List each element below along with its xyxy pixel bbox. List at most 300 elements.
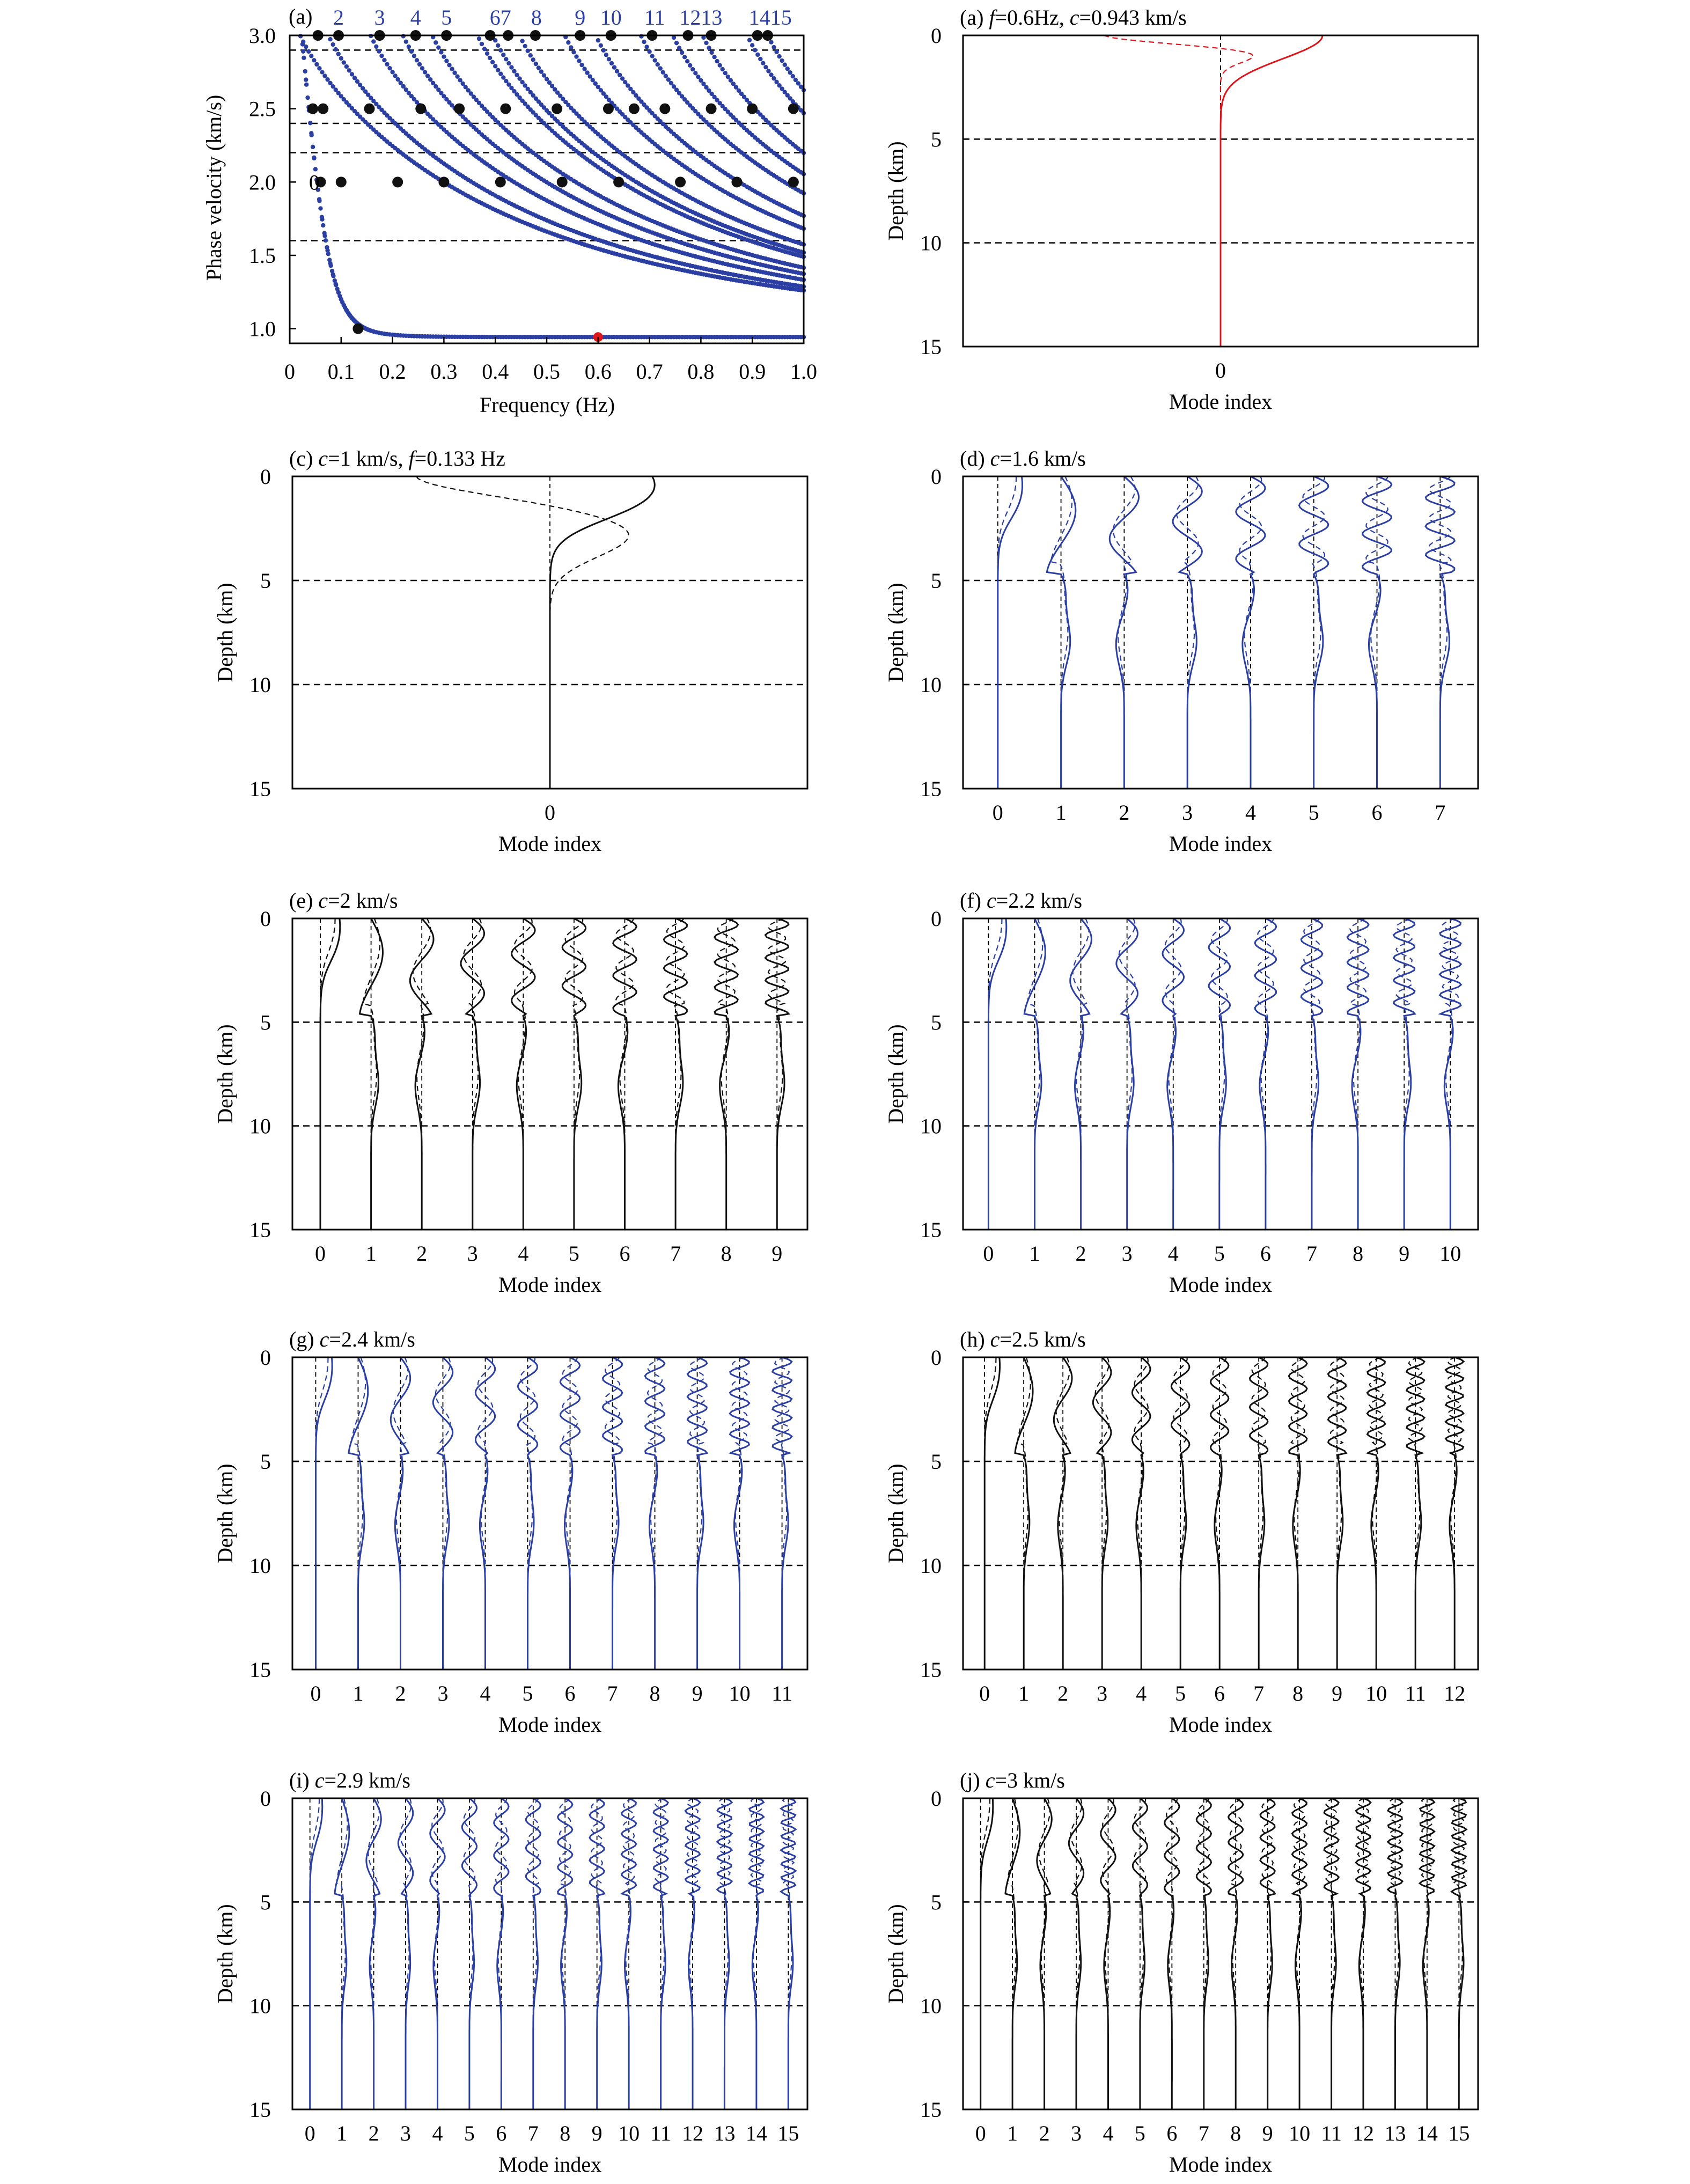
- panel-title: (a): [289, 4, 313, 28]
- dispersion-point: [325, 245, 329, 249]
- panel-title-part: c: [318, 446, 328, 470]
- mode-number-label: 9: [575, 5, 586, 30]
- dispersion-point: [301, 49, 305, 54]
- dispersion-point: [317, 66, 321, 70]
- highlight-point: [318, 104, 328, 114]
- dispersion-point: [696, 75, 700, 79]
- eigenfunction-vertical: [653, 1798, 668, 2109]
- dispersion-point: [350, 72, 354, 76]
- mode-number-label: 1213: [679, 5, 723, 30]
- mode-index-label: 0: [983, 1241, 994, 1266]
- mode-index-label: 0: [992, 800, 1003, 825]
- dispersion-point: [785, 67, 790, 71]
- x-axis-title: Mode index: [498, 1273, 602, 1297]
- mode-index-label: 8: [560, 2121, 571, 2145]
- mode-index-label: 9: [692, 1681, 703, 1705]
- mode-index-label: 11: [1405, 1681, 1426, 1705]
- dispersion-point: [501, 75, 505, 79]
- eigenfunction-vertical: [310, 1798, 322, 2109]
- x-axis-title: Mode index: [1169, 1273, 1273, 1297]
- highlight-point: [495, 177, 506, 187]
- y-tick-label: 5: [260, 1890, 271, 1915]
- dispersion-point: [493, 64, 497, 68]
- y-tick-label: 1.5: [249, 244, 276, 268]
- mode-index-label: 9: [591, 2121, 602, 2145]
- dispersion-point: [783, 63, 787, 67]
- dispersion-point: [504, 57, 508, 61]
- dispersion-point: [488, 56, 492, 60]
- highlight-point: [731, 177, 742, 187]
- dispersion-point: [545, 77, 549, 81]
- dispersion-point: [444, 58, 449, 63]
- dispersion-point: [682, 55, 687, 59]
- panel-title: [960, 446, 1086, 470]
- mode-index-label: 1: [1007, 2121, 1018, 2145]
- y-tick-label: 10: [249, 673, 271, 697]
- dispersion-point: [656, 62, 660, 67]
- eigenfunction-horizontal: [998, 476, 1016, 789]
- dispersion-point: [523, 44, 527, 48]
- panel-title-part: f: [408, 446, 415, 470]
- dispersion-point: [379, 54, 384, 58]
- dispersion-point: [498, 71, 503, 76]
- dispersion-point: [534, 62, 538, 66]
- mode-index-label: 5: [1214, 1241, 1225, 1266]
- y-tick-label: 5: [260, 1010, 271, 1035]
- dispersion-point: [509, 65, 513, 69]
- mode-index-label: 4: [1136, 1681, 1147, 1705]
- dispersion-point: [531, 57, 535, 62]
- dispersion-point: [306, 49, 311, 54]
- panel-title-part: =0.133 Hz: [414, 446, 505, 470]
- mode-index-label: 1: [336, 2121, 348, 2145]
- dispersion-point: [312, 58, 316, 62]
- mode-index-label: 15: [777, 2121, 799, 2145]
- x-axis-title: Mode index: [498, 832, 602, 856]
- dispersion-point: [723, 71, 728, 75]
- eigenfunction-vertical: [998, 476, 1023, 789]
- dispersion-point: [312, 156, 316, 160]
- panel-title-part: c: [986, 888, 996, 913]
- dispersion-point: [477, 36, 481, 41]
- dispersion-point: [317, 197, 321, 201]
- eigenfunction-horizontal: [981, 1798, 990, 2109]
- mode-index-label: 7: [1435, 800, 1446, 825]
- dispersion-point: [303, 69, 307, 73]
- panel-title-part: c: [985, 1768, 995, 1792]
- mode-index-label: 2: [1119, 800, 1130, 825]
- dispersion-point: [309, 54, 313, 58]
- y-axis-title: Depth (km): [884, 1464, 908, 1563]
- mode-index-label: 13: [1384, 2121, 1406, 2145]
- x-tick-label: 1.0: [790, 359, 817, 384]
- mode-index-label: 6: [1166, 2121, 1178, 2145]
- mode-number-label: 10: [600, 5, 622, 30]
- panel-title-part: =2.4 km/s: [329, 1327, 415, 1351]
- mode-index-label: 9: [1399, 1241, 1410, 1266]
- highlight-point: [603, 104, 614, 114]
- dispersion-point: [330, 269, 334, 273]
- eigenfunction-vertical: [316, 1357, 333, 1670]
- mode-index-label: 10: [1289, 2121, 1311, 2145]
- dispersion-point: [537, 65, 541, 70]
- highlight-point: [629, 104, 640, 114]
- mode-index-label: 7: [1306, 1241, 1318, 1266]
- dispersion-point: [761, 61, 765, 65]
- mode-index-label: 2: [395, 1681, 406, 1705]
- panel-title: [289, 446, 505, 470]
- y-tick-label: 5: [260, 1450, 271, 1474]
- highlight-point: [307, 104, 318, 114]
- dispersion-point: [677, 46, 681, 50]
- eigenfunction-vertical: [512, 918, 535, 1230]
- mode-index-label: 9: [1262, 2121, 1273, 2145]
- y-tick-label: 5: [931, 1450, 942, 1474]
- y-tick-label: 10: [249, 1114, 271, 1138]
- dispersion-point: [330, 42, 335, 47]
- mode-index-label: 10: [618, 2121, 640, 2145]
- y-tick-label: 5: [931, 127, 942, 152]
- y-tick-label: 0: [260, 907, 271, 931]
- dispersion-point: [712, 55, 716, 59]
- dispersion-point: [318, 206, 322, 210]
- eigenfunction-horizontal: [984, 1357, 996, 1670]
- dispersion-point: [515, 73, 519, 77]
- y-tick-label: 15: [920, 1658, 942, 1682]
- mode-index-label: 14: [745, 2121, 767, 2145]
- y-tick-label: 10: [920, 1554, 942, 1578]
- mode-index-label: 2: [1039, 2121, 1050, 2145]
- highlight-point: [747, 104, 758, 114]
- panel-title-part: (h): [960, 1327, 990, 1351]
- panel-title-part: =1 km/s,: [328, 446, 409, 470]
- dispersion-point: [582, 67, 586, 71]
- x-axis-title: Mode index: [1169, 832, 1273, 856]
- panel-title-part: c: [990, 1327, 1000, 1351]
- mode-index-label: 3: [467, 1241, 478, 1266]
- dispersion-point: [747, 38, 752, 42]
- dispersion-point: [321, 223, 325, 227]
- y-tick-label: 15: [249, 2098, 271, 2122]
- mode-index-label: 3: [1182, 800, 1193, 825]
- mode-index-label: 10: [1439, 1241, 1461, 1266]
- mode-number-label: 2: [333, 5, 344, 30]
- y-axis-title: Depth (km): [884, 583, 908, 682]
- dispersion-point: [571, 50, 576, 54]
- mode-index-label: 8: [1292, 1681, 1304, 1705]
- dispersion-point: [501, 53, 505, 57]
- mode-index-label: 7: [607, 1681, 618, 1705]
- panel-title-part: =2.2 km/s: [996, 888, 1083, 913]
- mode-index-label: 4: [432, 2121, 443, 2145]
- dispersion-point: [542, 73, 546, 77]
- y-axis-title: Depth (km): [884, 1904, 908, 2004]
- dispersion-point: [709, 50, 714, 55]
- eigenfunction-vertical: [1101, 1798, 1116, 2109]
- dispersion-point: [512, 69, 516, 73]
- mode-index-label: 6: [496, 2121, 507, 2145]
- dispersion-point: [601, 48, 606, 53]
- x-tick-label: 0.4: [482, 359, 509, 384]
- dispersion-point: [609, 61, 614, 65]
- dispersion-point: [333, 278, 337, 283]
- mode-index-label: 8: [1353, 1241, 1364, 1266]
- dispersion-point: [310, 133, 314, 137]
- y-tick-label: 0: [931, 24, 942, 48]
- dispersion-point: [415, 58, 419, 62]
- y-tick-label: 10: [920, 673, 942, 697]
- highlight-point: [706, 104, 717, 114]
- dispersion-point: [305, 95, 310, 100]
- mode-index-label: 9: [1332, 1681, 1343, 1705]
- highlight-point: [788, 177, 799, 187]
- dispersion-point: [688, 63, 692, 68]
- dispersion-point: [642, 40, 646, 44]
- dispersion-point: [385, 62, 389, 67]
- y-tick-label: 1.0: [249, 317, 276, 341]
- mode-index-label: 0: [979, 1681, 990, 1705]
- dispersion-point: [539, 69, 543, 73]
- dispersion-point: [707, 46, 711, 50]
- mode-index-label: 2: [368, 2121, 379, 2145]
- dispersion-point: [704, 41, 708, 45]
- dispersion-point: [417, 62, 422, 67]
- dispersion-point: [326, 252, 330, 256]
- panel-title: [289, 888, 398, 913]
- mode-number-label: 5: [441, 5, 452, 30]
- dispersion-point: [569, 45, 573, 49]
- mode-index-label: 5: [1134, 2121, 1145, 2145]
- dispersion-point: [644, 45, 649, 49]
- panel-title-part: (c): [289, 446, 319, 470]
- x-axis-title: Mode index: [1169, 389, 1273, 414]
- panel-title-part: =0.943 km/s: [1079, 5, 1187, 30]
- dispersion-point: [520, 39, 524, 43]
- dispersion-point: [311, 145, 315, 149]
- mode-index-label: 0: [975, 2121, 986, 2145]
- dispersion-point: [331, 274, 335, 278]
- dispersion-point: [390, 70, 394, 74]
- panel-title-part: (d): [960, 446, 990, 470]
- panel-title-part: =2.9 km/s: [324, 1768, 410, 1792]
- y-axis-title: Depth (km): [884, 141, 908, 241]
- mode-number-label: 67: [489, 5, 511, 30]
- eigenfunction-horizontal: [988, 918, 1002, 1230]
- dispersion-point: [498, 48, 503, 53]
- panel-title-part: (j): [960, 1768, 986, 1792]
- dispersion-point: [647, 49, 651, 54]
- x-tick-label: 0.8: [687, 359, 715, 384]
- dispersion-point: [680, 50, 684, 55]
- dispersion-point: [374, 45, 378, 49]
- mode-index-label: 11: [771, 1681, 792, 1705]
- dispersion-point: [517, 76, 521, 80]
- panel-title-part: =2 km/s: [328, 888, 398, 913]
- dispersion-point: [404, 40, 408, 44]
- dispersion-point: [755, 53, 760, 57]
- y-tick-label: 0: [931, 1345, 942, 1370]
- dispersion-point: [442, 54, 446, 58]
- dispersion-point: [314, 62, 319, 67]
- mode-index-label: 3: [1097, 1681, 1108, 1705]
- mode-index-label: 13: [714, 2121, 736, 2145]
- panel-title-part: (g): [289, 1327, 320, 1351]
- y-tick-label: 5: [260, 569, 271, 593]
- eigenfunction-horizontal: [1104, 35, 1253, 347]
- plot-frame: [292, 1357, 807, 1670]
- dispersion-point: [328, 37, 332, 41]
- x-axis-title: Mode index: [1169, 1712, 1273, 1737]
- dispersion-point: [328, 263, 333, 268]
- highlight-point: [438, 177, 449, 187]
- y-tick-label: 10: [249, 1994, 271, 2018]
- highlight-point: [454, 104, 465, 114]
- mode-index-label: 0: [545, 800, 555, 825]
- x-tick-label: 0.6: [584, 359, 612, 384]
- highlight-point: [557, 177, 568, 187]
- mode-index-label: 3: [1121, 1241, 1133, 1266]
- highlight-point: [659, 104, 670, 114]
- mode-number-label: 11: [644, 5, 665, 30]
- mode-index-label: 14: [1416, 2121, 1438, 2145]
- dispersion-point: [322, 73, 327, 78]
- x-tick-label: 0.2: [379, 359, 406, 384]
- dispersion-point: [382, 58, 386, 62]
- dispersion-point: [377, 49, 381, 53]
- dispersion-point: [750, 43, 754, 47]
- dispersion-point: [320, 215, 324, 219]
- mode-index-label: 7: [527, 2121, 539, 2145]
- dispersion-point: [409, 49, 414, 54]
- dispersion-point: [482, 47, 487, 51]
- mode-index-label: 5: [464, 2121, 475, 2145]
- dispersion-point: [771, 45, 776, 49]
- dispersion-point: [788, 70, 792, 75]
- dispersion-point: [664, 73, 668, 78]
- mode-number-label: 0: [308, 170, 320, 195]
- dispersion-point: [490, 60, 495, 64]
- mode-index-label: 1: [1029, 1241, 1040, 1266]
- dispersion-point: [717, 63, 722, 68]
- y-axis-title: Depth (km): [213, 1464, 237, 1563]
- panel-title-part: f: [989, 5, 995, 30]
- mode-index-label: 8: [649, 1681, 660, 1705]
- y-axis-title: Depth (km): [213, 1024, 237, 1124]
- dispersion-point: [726, 75, 730, 79]
- mode-index-label: 0: [310, 1681, 321, 1705]
- mode-number-label: 8: [531, 5, 542, 30]
- y-tick-label: 10: [249, 1554, 271, 1578]
- y-axis-title: Depth (km): [884, 1024, 908, 1124]
- y-tick-label: 0: [260, 1786, 271, 1811]
- mode-index-label: 7: [670, 1241, 681, 1266]
- dispersion-point: [433, 40, 438, 45]
- dispersion-point: [777, 54, 781, 58]
- y-tick-label: 0: [931, 465, 942, 489]
- eigenfunction-vertical: [1221, 35, 1322, 347]
- y-tick-label: 15: [249, 1658, 271, 1682]
- dispersion-point: [342, 60, 346, 64]
- panel-title-part: =1.6 km/s: [1000, 446, 1086, 470]
- dispersion-point: [599, 43, 603, 48]
- dispersion-point: [322, 231, 326, 235]
- x-tick-label: 0: [284, 359, 295, 384]
- mode-index-label: 3: [400, 2121, 412, 2145]
- dispersion-point: [771, 76, 776, 80]
- dispersion-point: [585, 70, 589, 75]
- mode-index-label: 5: [1175, 1681, 1186, 1705]
- eigenfunction-vertical: [988, 918, 1006, 1230]
- mode-index-label: 6: [1371, 800, 1383, 825]
- mode-index-label: 7: [1198, 2121, 1209, 2145]
- mode-index-label: 3: [437, 1681, 449, 1705]
- mode-index-label: 1: [365, 1241, 377, 1266]
- dispersion-point: [423, 70, 427, 74]
- mode-index-label: 6: [1260, 1241, 1271, 1266]
- dispersion-point: [769, 72, 773, 77]
- dispersion-point: [721, 67, 725, 71]
- x-tick-label: 0.9: [739, 359, 766, 384]
- dispersion-point: [763, 65, 768, 69]
- x-tick-label: 0.5: [533, 359, 560, 384]
- mode-index-label: 12: [1353, 2121, 1375, 2145]
- eigenfunction-vertical: [773, 1357, 792, 1670]
- y-tick-label: 5: [931, 1890, 942, 1915]
- mode-number-label: 1415: [748, 5, 792, 30]
- y-axis-title: Phase velocity (km/s): [202, 94, 226, 281]
- dispersion-point: [420, 66, 424, 70]
- dispersion-point: [620, 76, 624, 80]
- panel-title: [960, 1327, 1086, 1351]
- mode-index-label: 6: [1214, 1681, 1225, 1705]
- dispersion-point: [577, 58, 581, 63]
- panel-title-part: =3 km/s: [995, 1768, 1065, 1792]
- mode-index-label: 15: [1448, 2121, 1470, 2145]
- dispersion-point: [450, 67, 454, 71]
- y-tick-label: 10: [920, 231, 942, 255]
- eigenfunction-vertical: [981, 1798, 993, 2109]
- mode-index-label: 10: [729, 1681, 751, 1705]
- eigenfunction-vertical: [1324, 1798, 1339, 2109]
- dispersion-point: [344, 64, 349, 69]
- mode-index-label: 10: [1365, 1681, 1387, 1705]
- highlight-point: [613, 177, 624, 187]
- x-tick-label: 0.3: [430, 359, 458, 384]
- mode-index-label: 4: [1167, 1241, 1179, 1266]
- y-tick-label: 15: [920, 1218, 942, 1242]
- dispersion-point: [371, 39, 376, 43]
- mode-number-label: 3: [374, 5, 385, 30]
- dispersion-point: [685, 59, 689, 63]
- dispersion-point: [336, 52, 341, 56]
- dispersion-point: [715, 59, 719, 63]
- highlight-point: [788, 104, 799, 114]
- dispersion-point: [615, 69, 619, 73]
- dispersion-point: [658, 66, 663, 70]
- dispersion-point: [320, 70, 324, 74]
- dispersion-point: [526, 49, 530, 53]
- mode-index-label: 2: [1075, 1241, 1086, 1266]
- highlight-point: [392, 177, 403, 187]
- mode-index-label: 6: [564, 1681, 576, 1705]
- eigenfunction-vertical: [1407, 1357, 1424, 1670]
- dispersion-point: [758, 57, 762, 61]
- x-axis-title: Mode index: [498, 2152, 602, 2176]
- dispersion-point: [661, 70, 665, 75]
- eigenfunction-vertical: [984, 1357, 1000, 1670]
- eigenfunction-vertical: [320, 918, 340, 1230]
- dispersion-point: [352, 76, 357, 80]
